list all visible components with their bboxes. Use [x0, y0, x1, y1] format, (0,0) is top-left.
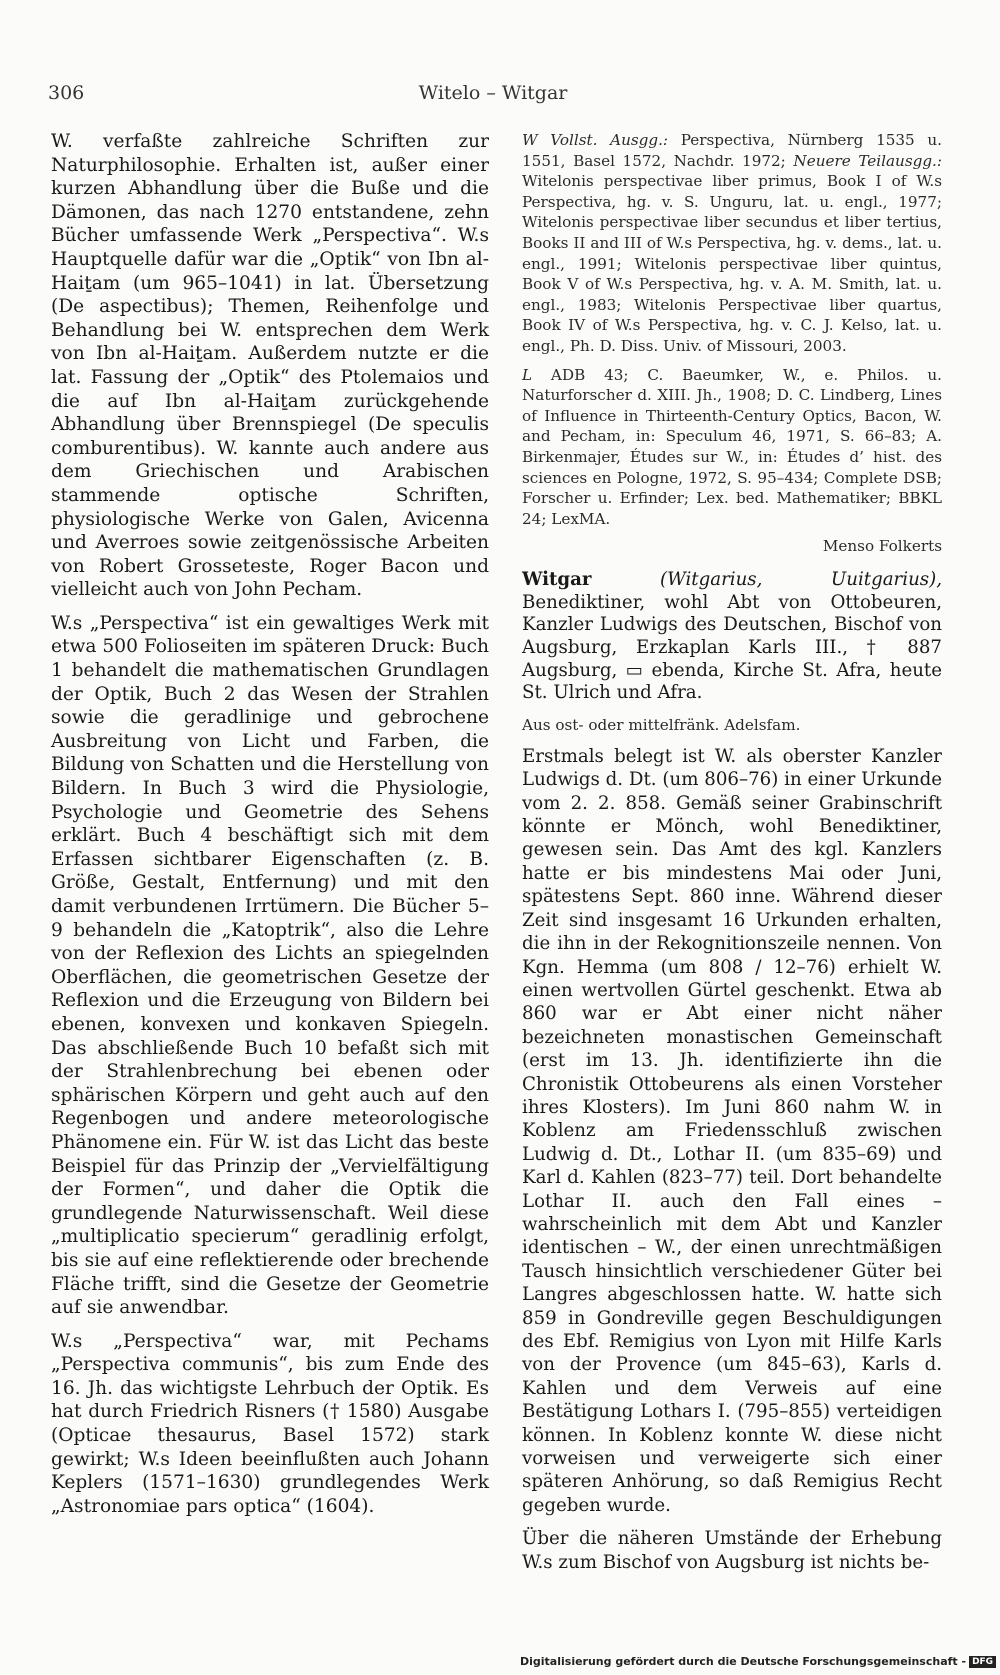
paragraph: W.s „Perspectiva“ ist ein gewaltiges Werk mit etwa 500 Folioseiten im späteren Druck: Buch 1 behandelt die mathematischen Grundlagen der Optik, Buch 2 das Wesen der Strahlen sowie die geradlinige und gebrochene Ausbreitung von Licht und Farben, die Bildung von Schatten und die Herstellung von Bildern. In Buch 3 wird die Physiologie, Psychologie und Geometrie des Sehens erklärt. Buch 4 beschäftigt sich mit dem Erfassen sichtbarer Eigenschaften (z. B. Größe, Gestalt, Entfernung) und mit den damit verbundenen Irrtümern. Die Bücher 5–9 behandeln die „Katoptrik“, also die Lehre von der Reflexion des Lichts an spiegelnden Oberflächen, die geometrischen Gesetze der Reflexion und die Erzeugung von Bildern bei ebenen, konvexen und konkaven Spiegeln. Das abschließende Buch 10 befaßt sich mit der Strahlenbrechung bei ebenen oder sphärischen Körpern und geht auch auf den Regenbogen und andere meteorologische Phänomene ein. Für W. ist das Licht das beste Beispiel für das Prinzip der „Vervielfältigung der Formen“, und daher die Optik die grundlegende Naturwissenschaft. Weil diese „multiplicatio specierum“ geradlinig erfolgt, bis sie auf eine reflektierende oder brechende Fläche trifft, sind die Gesetze der Geometrie auf sie anwendbar.	[51, 612, 489, 1319]
entry-name: Witgar	[522, 569, 592, 591]
left-column	[51, 130, 489, 1528]
page-number: 306	[48, 82, 85, 104]
dfg-logo: DFG	[969, 1656, 996, 1668]
footer-text: Digitalisierung gefördert durch die Deutsche Forschungsgemeinschaft -	[520, 1655, 967, 1668]
partial-editions-label: Neuere Teilausgg.:	[793, 151, 942, 170]
origin-note: Aus ost- oder mittelfränk. Adelsfam.	[522, 715, 801, 734]
editions-text: Perspectiva, Nürnberg 1535 u. 1551, Basel 1572, Nachdr. 1972;	[522, 131, 943, 170]
entry-variants: (Witgarius, Uuitgarius),	[660, 569, 942, 591]
page-header	[48, 82, 938, 112]
entry-description: Benediktiner, wohl Abt von Ottobeuren, Kanzler Ludwigs des Deutschen, Bischof von Augsburg, Erzkaplan Karls III., † 887 Augsburg, ▭ ebenda, Kirche St. Afra, heute St. Ulrich und Afra.	[522, 591, 942, 704]
article-author: Menso Folkerts	[822, 537, 942, 556]
paragraph: Erstmals belegt ist W. als oberster Kanzler Ludwigs d. Dt. (um 806–76) in einer Urkunde vom 2. 2. 858. Gemäß seiner Grabinschrift könnte er Mönch, wohl Benediktiner, gewesen sein. Das Amt des kgl. Kanzlers hatte er bis mindestens Mai oder Juni, spätestens Sept. 860 inne. Während dieser Zeit sind insgesamt 16 Urkunden erhalten, die ihn in der Rekognitionszeile nennen. Von Kgn. Hemma (um 808 / 12–76) erhielt W. einen wertvollen Gürtel geschenkt. Etwa ab 860 war er Abt einer nicht näher bezeichneten monastischen Gemeinschaft (erst im 13. Jh. identifizierte ihn die Chronistik Ottobeurens als einen Vorsteher ihres Klosters). Im Juni 860 nahm W. in Koblenz am Friedensschluß zwischen Ludwig d. Dt., Lothar II. (um 835–69) und Karl d. Kahlen (823–77) teil. Dort behandelte Lothar II. auch den Fall eines – wahrscheinlich mit dem Abt und Kanzler identischen – W., der einen unrechtmäßigen Tausch hinsichtlich verschiedener Güter bei Langres abgeschlossen hatte. W. hatte sich 859 in Gondreville gegen Beschuldigungen des Ebf. Remigius von Lyon mit Hilfe Karls von der Provence (um 845–63), Karls d. Kahlen und dem Verweis auf eine Bestätigung Lothars I. (795–855) verteidigen können. In Koblenz konnte W. diese nicht vorweisen und verweigerte sich einer späteren Anhörung, so daß Remigius Recht gegeben wurde.	[522, 745, 942, 1516]
literature-text: ADB 43; C. Baeumker, W., e. Philos. u. Naturforscher d. XIII. Jh., 1908; D. C. Lindberg, Lines of Influence in Thirteenth-Century Optics, Bacon, W. and Pecham, in: Speculum 46, 1971, S. 66–83; A. Birkenmajer, Études sur W., in: Études d’ hist. des sciences en Pologne, 1972, S. 95–434; Complete DSB; Forscher u. Erfinder; Lex. bed. Mathematiker; BBKL 24; LexMA.	[522, 365, 942, 528]
right-column	[522, 130, 942, 1584]
paragraph: W.s „Perspectiva“ war, mit Pechams „Perspectiva communis“, bis zum Ende des 16. Jh. das wichtigste Lehrbuch der Optik. Es hat durch Friedrich Risners († 1580) Ausgabe (Opticae thesaurus, Basel 1572) stark gewirkt; W.s Ideen beeinflußten auch Johann Keplers (1571–1630) grundlegendes Werk „Astronomiae pars optica“ (1604).	[51, 1330, 489, 1517]
digitization-footer	[520, 1655, 994, 1668]
editions-block	[522, 130, 942, 357]
entry-heading	[522, 569, 942, 705]
editions-label: W Vollst. Ausgg.:	[522, 131, 669, 149]
running-head: Witelo – Witgar	[418, 82, 568, 104]
literature-label: L	[522, 365, 533, 384]
partial-editions-text: Witelonis perspectivae liber primus, Book I of W.s Perspectiva, hg. v. S. Unguru, lat. u. engl., 1977; Witelonis perspectivae liber secundus et liber tertius, Books II and III of W.s Perspectiva, hg. v. dems., lat. u. engl., 1991; Witelonis perspectivae liber quintus, Book V of W.s Perspectiva, hg. v. A. M. Smith, lat. u. engl., 1983; Witelonis Perspectivae liber quartus, Book IV of W.s Perspectiva, hg. v. C. J. Kelso, lat. u. engl., Ph. D. Diss. Univ. of Missouri, 2003.	[522, 172, 942, 355]
literature-block	[522, 365, 942, 530]
paragraph: W. verfaßte zahlreiche Schriften zur Naturphilosophie. Erhalten ist, außer einer kurzen Abhandlung über die Buße und die Dämonen, das nach 1270 entstandene, zehn Bücher umfassende Werk „Perspectiva“. W.s Hauptquelle dafür war die „Optik“ von Ibn al-Haiṯam (um 965–1041) in lat. Übersetzung (De aspectibus); Themen, Reihenfolge und Behandlung bei W. entsprechen dem Werk von Ibn al-Haiṯam. Außerdem nutzte er die lat. Fassung der „Optik“ des Ptolemaios und die auf Ibn al-Haiṯam zurückgehende Abhandlung über Brennspiegel (De speculis comburentibus). W. kannte auch andere aus dem Griechischen und Arabischen stammende optische Schriften, physiologische Werke von Galen, Avicenna und Averroes sowie zeitgenössische Arbeiten von Robert Grosseteste, Roger Bacon und vielleicht auch von John Pecham.	[51, 131, 489, 601]
paragraph: Über die näheren Umstände der Erhebung W.s zum Bischof von Augsburg ist nichts be-	[522, 1528, 942, 1573]
